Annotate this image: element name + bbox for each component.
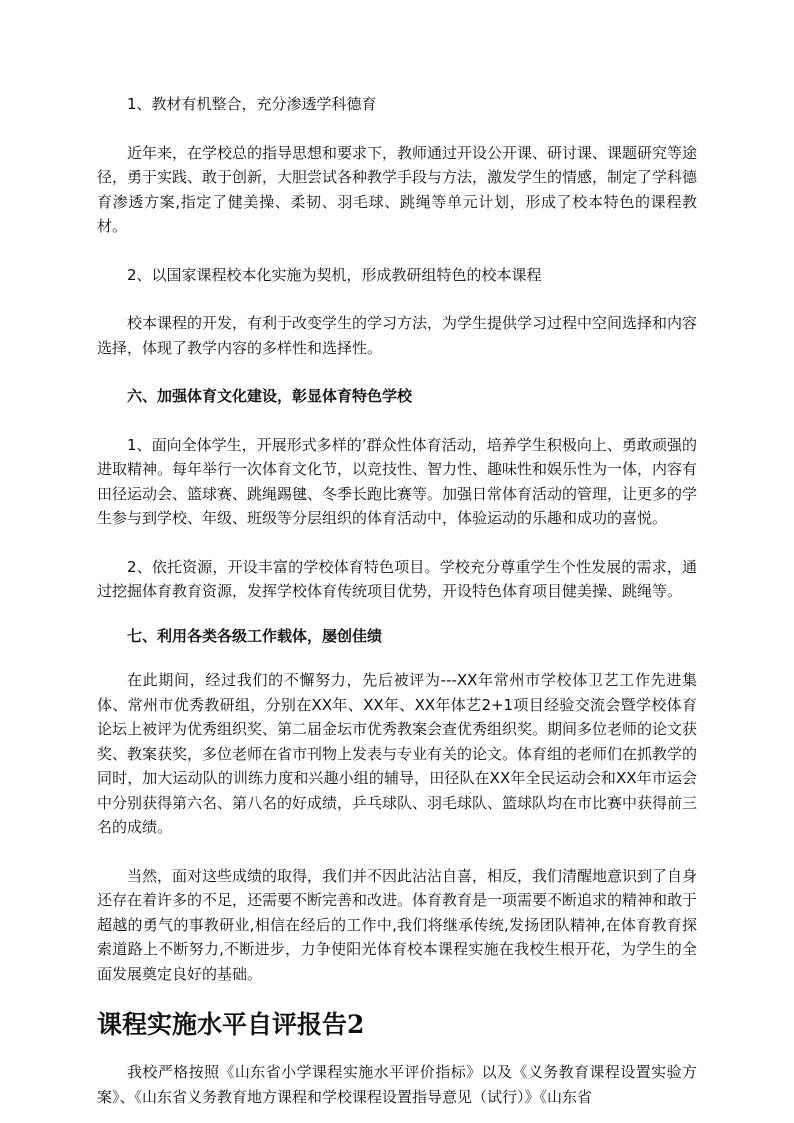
subheading-2: 2、以国家课程校本化实施为契机，形成教研组特色的校本课程: [127, 265, 542, 284]
paragraph-6: 当然，面对这些成绩的取得，我们并不因此沾沾自喜，相反，我们清醒地意识到了自身还存在着许多的不足，还需要不断完善和改进。体育教育是一项需要不断追求的精神和敢于超越的勇气的事教研业,相信在经后的工作中,我们将继承传统,发扬团队精神,在体育教育探索道路上不断努力,不断进步，力争使阳光体育校本课程实施在我校生根开花，为学生的全面发展奠定良好的基础。: [97, 866, 698, 983]
paragraph-5: 在此期间，经过我们的不懈努力，先后被评为---XX年常州市学校体卫艺工作先进集体、常州市优秀教研组，分别在XX年、XX年、XX年体艺2+1项目经验交流会暨学校体育论坛上被评为优秀组织奖、第二届金坛市优秀教案会查优秀组织奖。期间多位老师的论文获奖、教案获奖，多位老师在省市刊物上发表与专业有关的论文。体育组的老师们在抓教学的同时，加大运动队的训练力度和兴趣小组的辅导，田径队在XX年全民运动会和XX年市运会中分别获得第六名、第八名的好成绩，乒乓球队、羽毛球队、篮球队均在市比赛中获得前三名的成绩。: [97, 671, 698, 836]
subheading-1: 1、教材有机整合，充分渗透学科德育: [127, 95, 377, 113]
section-heading-7: 七、利用各类各级工作载体，屡创佳绩: [127, 626, 383, 645]
document-body: [97, 92, 697, 1109]
paragraph-2: 校本课程的开发，有利于改变学生的学习方法，为学生提供学习过程中空间选择和内容选择，体现了教学内容的多样性和选择性。: [97, 314, 698, 357]
paragraph-7: 我校严格按照《山东省小学课程实施水平评价指标》以及《义务教育课程设置实验方案》、《山东省义务教育地方课程和学校课程设置指导意见（试行）》《山东省: [97, 1063, 697, 1106]
paragraph-4: 2、依托资源，开设丰富的学校体育特色项目。学校充分尊重学生个性发展的需求，通过挖掘体育教育资源，发挥学校体育传统项目优势，开设特色体育项目健美操、跳绳等。: [97, 557, 697, 600]
report-title: 课程实施水平自评报告2: [97, 1010, 365, 1039]
section-heading-6: 六、加强体育文化建设，彰显体育特色学校: [127, 387, 413, 405]
paragraph-3: 1、面向全体学生，开展形式多样的’群众性体育活动，培养学生积极向上、勇敢顽强的进取精神。每年举行一次体育文化节，以竞技性、智力性、趣味性和娱乐性为一体，内容有田径运动会、篮球赛、跳绳踢毽、冬季长跑比赛等。加强日常体育活动的管理，让更多的学生参与到学校、年级、班级等分层组织的体育活动中，体验运动的乐趣和成功的喜悦。: [97, 435, 698, 527]
paragraph-1: 近年来，在学校总的指导思想和要求下，教师通过开设公开课、研讨课、课题研究等途径，勇于实践、敢于创新，大胆尝试各种教学手段与方法，激发学生的情感，制定了学科德育渗透方案,指定了健美操、柔韧、羽毛球、跳绳等单元计划，形成了校本特色的课程教材。: [97, 143, 698, 235]
